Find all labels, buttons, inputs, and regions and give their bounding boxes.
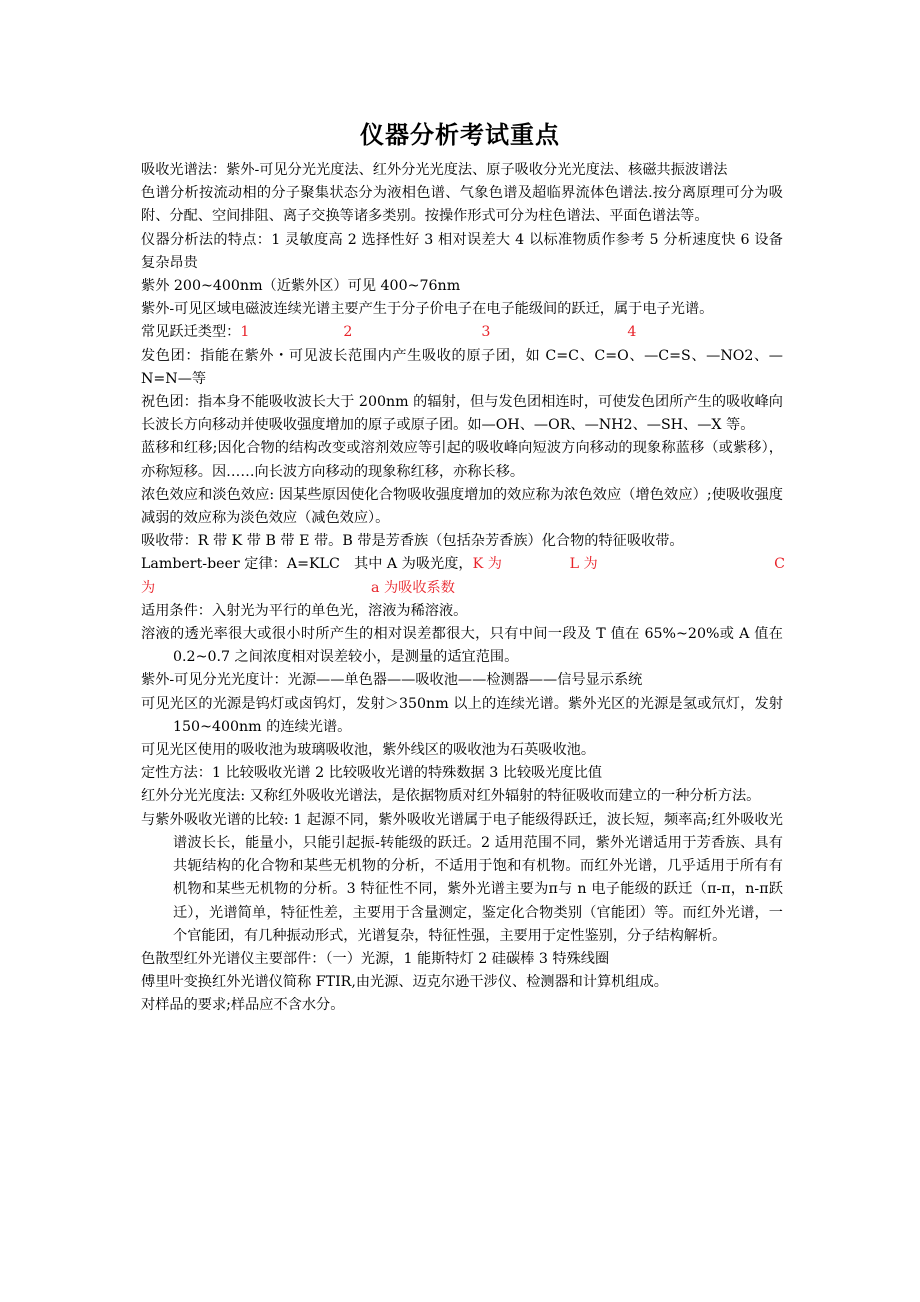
transition-item-2: 2 bbox=[343, 324, 353, 341]
transition-item-4: 4 bbox=[627, 324, 637, 341]
paragraph-absorption-spectroscopy: 吸收光谱法：紫外-可见分光光度法、红外分光光度法、原子吸收分光光度法、核磁共振波谱法 bbox=[141, 162, 728, 178]
paragraph-transmittance-error: 溶液的透光率很大或很小时所产生的相对误差都很大，只有中间一段及 T 值在 65%~20%或 A 值在 0.2~0.7 之间浓度相对误差较小，是测量的适宜范围。 bbox=[141, 626, 783, 666]
paragraph-ftir: 傅里叶变换红外光谱仪简称 FTIR,由光源、迈克尔逊干涉仪、检测器和计算机组成。 bbox=[141, 974, 668, 991]
paragraph-ir-spectroscopy: 红外分光光度法: 又称红外吸收光谱法，是依据物质对红外辐射的特征吸收而建立的一种分析方法。 bbox=[141, 788, 761, 805]
lambert-beer-formula: Lambert-beer 定律：A=KLC 其中 A 为吸光度， bbox=[141, 556, 473, 573]
document-body bbox=[141, 159, 783, 1018]
a-absorption-coefficient: a 为吸收系数 bbox=[371, 579, 455, 596]
paragraph-lambert-beer bbox=[141, 553, 783, 599]
paragraph-auxochrome: 祝色团：指本身不能吸收波长大于 200nm 的辐射，但与发色团相连时，可使发色团所产生的吸收峰向长波长方向移动并使吸收强度增加的原子或原子团。如—OH、—OR、—NH2、—SH、—X 等。 bbox=[141, 394, 783, 434]
c-label: C bbox=[774, 556, 785, 573]
paragraph-transition-types bbox=[141, 321, 783, 344]
page-title: 仪器分析考试重点 bbox=[360, 121, 560, 149]
paragraph-absorption-cell: 可见光区使用的吸收池为玻璃吸收池，紫外线区的吸收池为石英吸收池。 bbox=[141, 742, 596, 759]
k-label: K 为 bbox=[472, 556, 502, 573]
transition-types-label: 常见跃迁类型： bbox=[141, 324, 241, 341]
l-label: L 为 bbox=[569, 556, 598, 573]
paragraph-dispersive-ir: 色散型红外光谱仪主要部件：（一）光源，1 能斯特灯 2 硅碳棒 3 特殊线圈 bbox=[141, 950, 610, 967]
paragraph-chromophore: 发色团：指能在紫外・可见波长范围内产生吸收的原子团，如 C=C、C=O、—C=S、—NO2、—N=N—等 bbox=[141, 347, 783, 387]
transition-item-3: 3 bbox=[481, 324, 491, 341]
paragraph-sample-requirements: 对样品的要求;样品应不含水分。 bbox=[141, 997, 345, 1014]
paragraph-chromatography: 色谱分析按流动相的分子聚集状态分为液相色谱、气象色谱及超临界流体色谱法.按分离原理可分为吸附、分配、空间排阻、离子交换等诸多类别。按操作形式可分为柱色谱法、平面色谱法等。 bbox=[141, 185, 783, 225]
c-label-suffix: 为 bbox=[141, 579, 156, 596]
paragraph-blue-red-shift: 蓝移和红移;因化合物的结构改变或溶剂效应等引起的吸收峰向短波方向移动的现象称蓝移（或紫移），亦称短移。因……向长波方向移动的现象称红移，亦称长移。 bbox=[141, 440, 783, 480]
paragraph-qualitative-methods: 定性方法：1 比较吸收光谱 2 比较吸收光谱的特殊数据 3 比较吸光度比值 bbox=[141, 765, 603, 782]
paragraph-instrument-features: 仪器分析法的特点：1 灵敏度高 2 选择性好 3 相对误差大 4 以标准物质作参考 5 分析速度快 6 设备复杂昂贵 bbox=[141, 231, 783, 271]
paragraph-absorption-bands: 吸收带：R 带 K 带 B 带 E 带。B 带是芳香族（包括杂芳香族）化合物的特征吸收带。 bbox=[141, 533, 684, 550]
paragraph-light-source: 可见光区的光源是钨灯或卤钨灯，发射＞350nm 以上的连续光谱。紫外光区的光源是氢或氘灯，发射 150~400nm 的连续光谱。 bbox=[141, 695, 783, 735]
paragraph-hyperchromic: 浓色效应和淡色效应: 因某些原因使化合物吸收强度增加的效应称为浓色效应（增色效应）;使吸收强度减弱的效应称为淡色效应（减色效应）。 bbox=[141, 486, 783, 527]
paragraph-wavelength-ranges: 紫外 200~400nm（近紫外区）可见 400~76nm bbox=[141, 278, 461, 295]
paragraph-uv-ir-comparison: 与紫外吸收光谱的比较: 1 起源不同，紫外吸收光谱属于电子能级得跃迁，波长短，频率高;红外吸收光谱波长长，能量小，只能引起振-转能级的跃迁。2 适用范围不同，紫外光谱适用于芳香族、具有共轭结构的化合物和某些无机物的分析，不适用于饱和有机物。而红外光谱，几乎适用于所有有机物和某些无机物的分析。3 特征性不同，紫外光谱主要为π与 n 电子能级的跃迁（π-π，n-π跃迁），光谱简单，特征性差，主要用于含量测定，鉴定化合物类别（官能团）等。而红外光谱，一个官能团，有几种振动形式，光谱复杂，特征性强，主要用于定性鉴别，分子结构解析。 bbox=[141, 811, 783, 944]
paragraph-spectrophotometer: 紫外-可见分光光度计：光源——单色器——吸收池——检测器——信号显示系统 bbox=[141, 672, 643, 689]
paragraph-conditions: 适用条件：入射光为平行的单色光，溶液为稀溶液。 bbox=[141, 602, 468, 619]
paragraph-electronic-spectrum: 紫外-可见区域电磁波连续光谱主要产生于分子价电子在电子能级间的跃迁，属于电子光谱。 bbox=[141, 301, 714, 318]
transition-item-1: 1 bbox=[240, 324, 250, 341]
